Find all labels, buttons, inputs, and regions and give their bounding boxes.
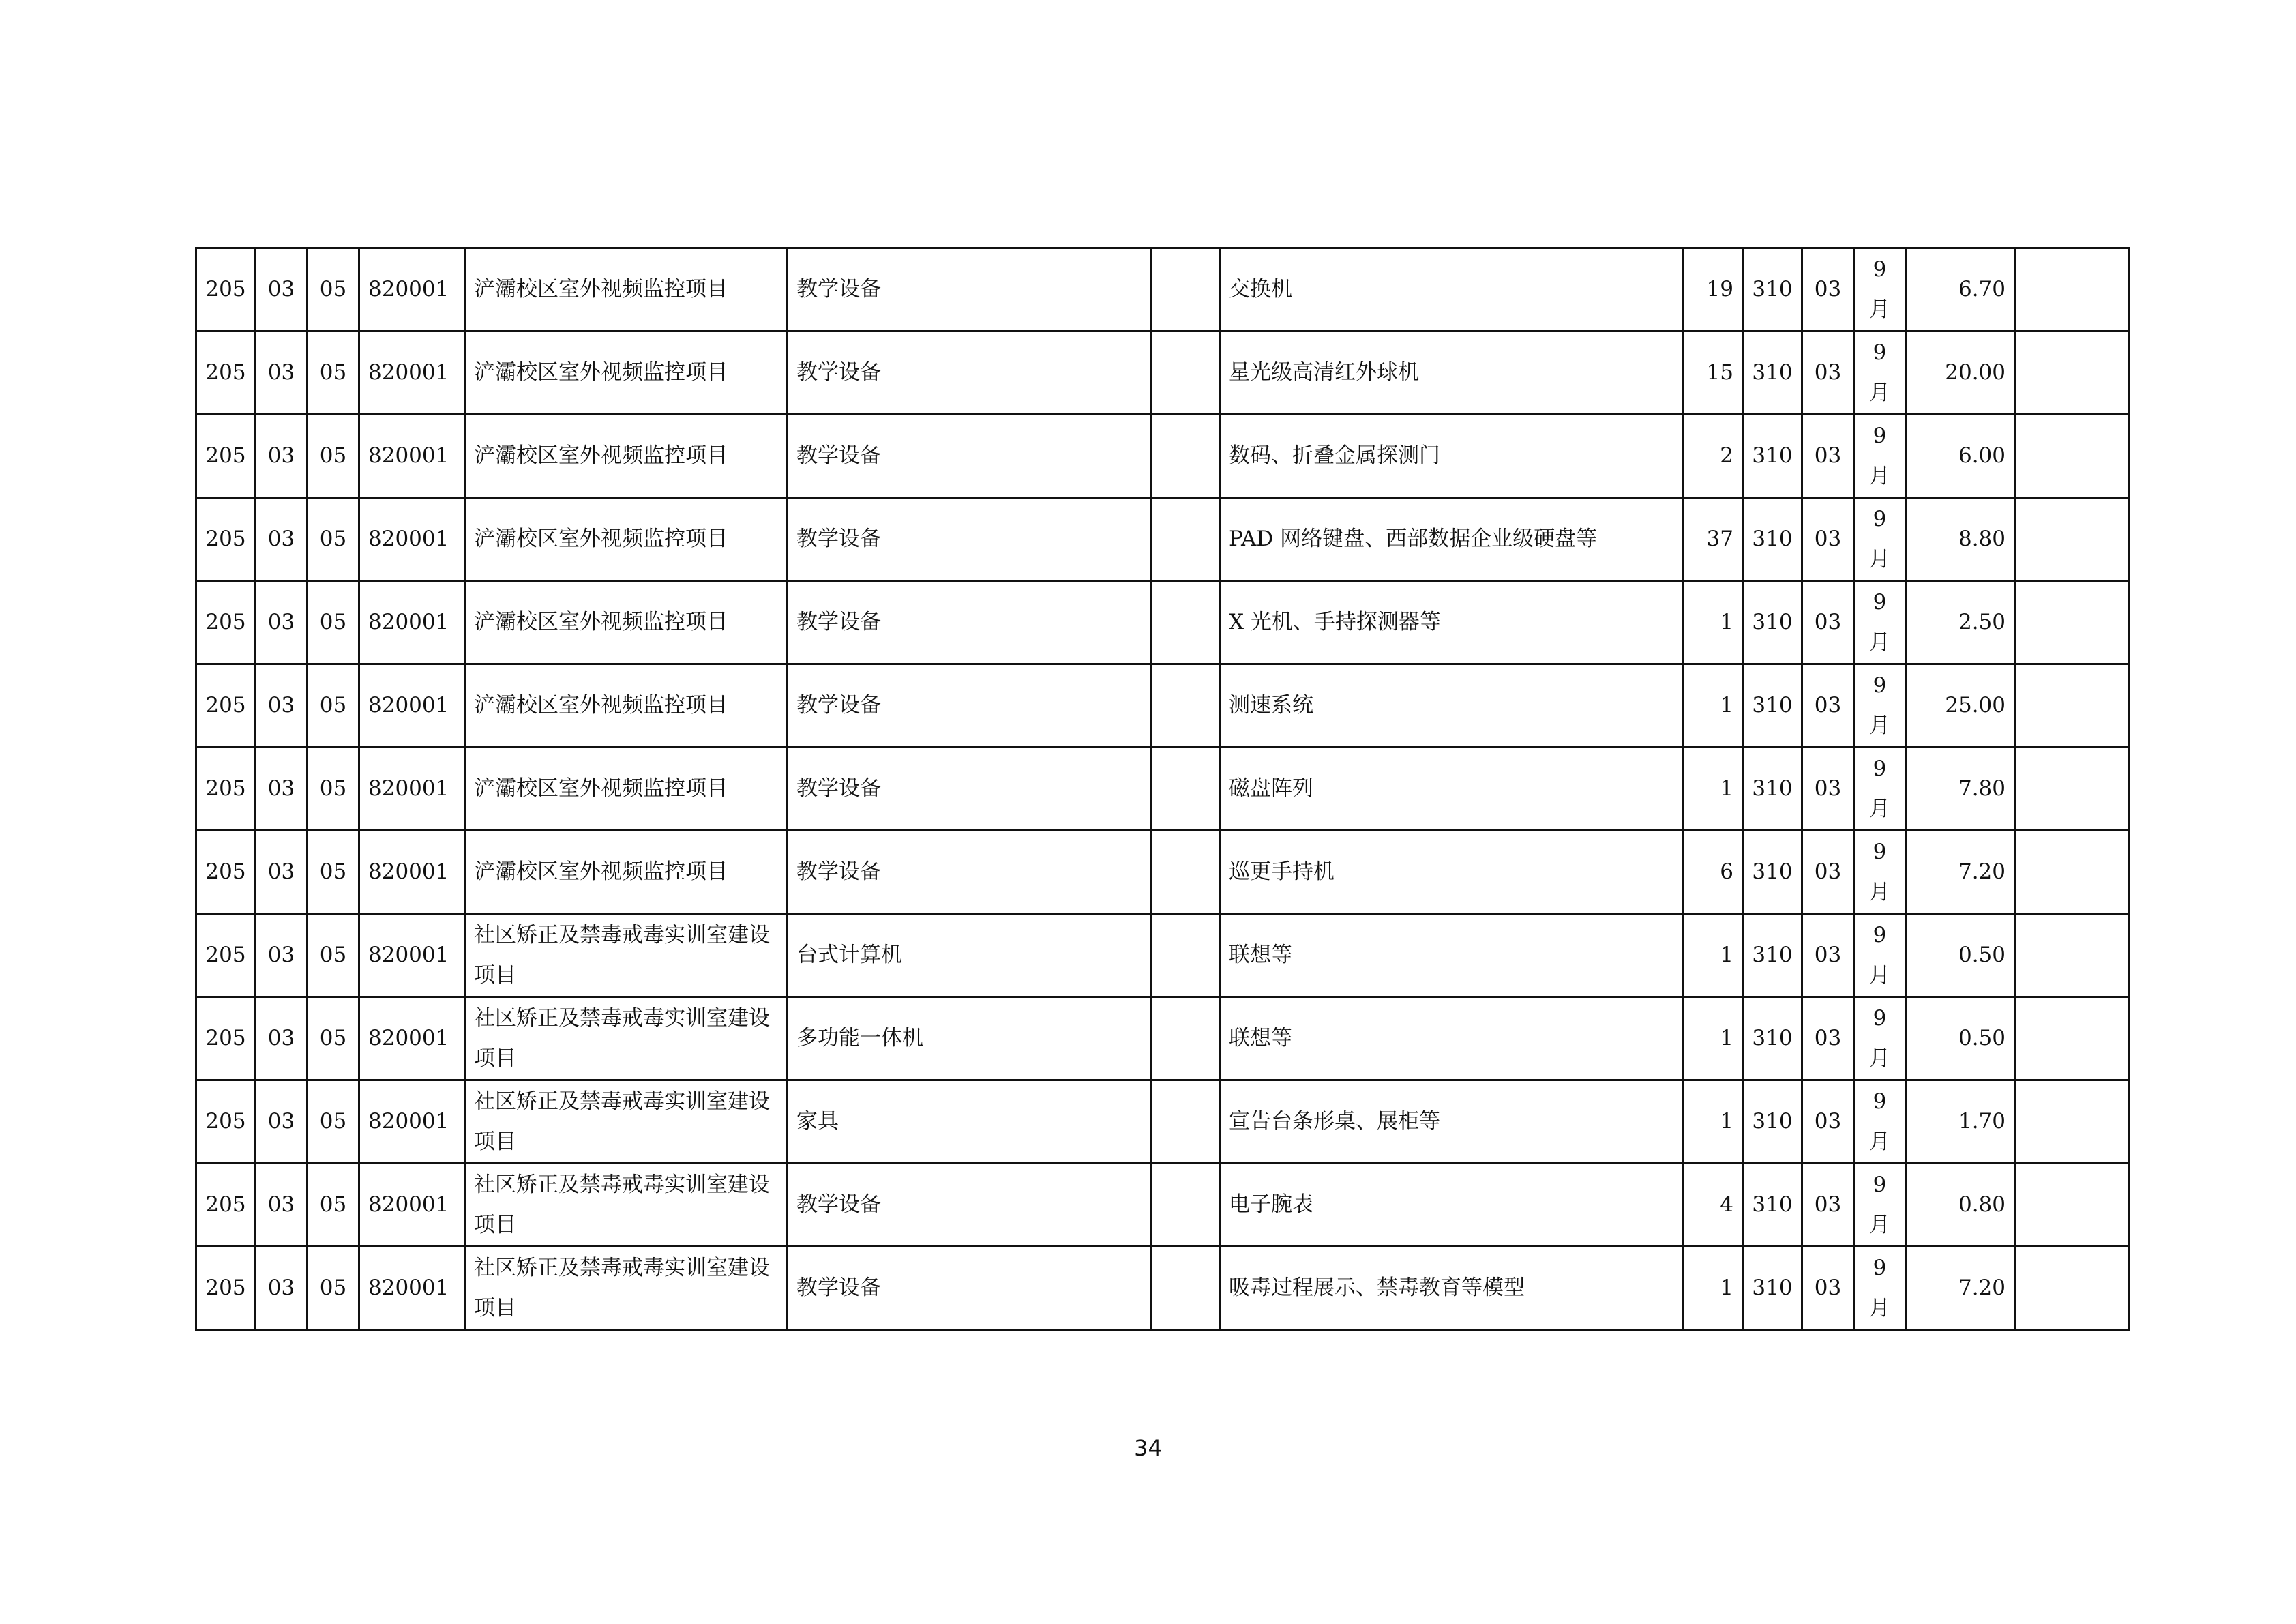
item-code-cell: 03 <box>256 581 308 664</box>
empty-cell <box>1152 997 1220 1080</box>
unit-code-cell: 820001 <box>359 914 465 997</box>
econ-subcode-cell: 03 <box>1802 664 1854 748</box>
empty-cell <box>1152 248 1220 331</box>
item-name-cell: PAD 网络键盘、西部数据企业级硬盘等 <box>1220 498 1684 581</box>
quantity-cell: 15 <box>1684 331 1743 415</box>
amount-cell: 1.70 <box>1906 1080 2015 1164</box>
econ-code-cell: 310 <box>1743 997 1802 1080</box>
econ-subcode-cell: 03 <box>1802 1164 1854 1247</box>
month-cell: 9月 <box>1854 498 1906 581</box>
project-name-cell: 浐灞校区室外视频监控项目 <box>465 415 788 498</box>
item-name-cell: 测速系统 <box>1220 664 1684 748</box>
econ-code-cell: 310 <box>1743 331 1802 415</box>
item-code-cell: 03 <box>256 331 308 415</box>
table-row <box>196 914 2129 997</box>
project-name-cell: 浐灞校区室外视频监控项目 <box>465 498 788 581</box>
unit-code-cell: 820001 <box>359 748 465 831</box>
class-code-cell: 205 <box>196 748 256 831</box>
month-cell: 9月 <box>1854 1080 1906 1164</box>
unit-code-cell: 820001 <box>359 1247 465 1330</box>
unit-code-cell: 820001 <box>359 831 465 914</box>
class-code-cell: 205 <box>196 1247 256 1330</box>
category-cell: 教学设备 <box>788 498 1152 581</box>
category-cell: 教学设备 <box>788 664 1152 748</box>
category-cell: 台式计算机 <box>788 914 1152 997</box>
item-name-cell: 磁盘阵列 <box>1220 748 1684 831</box>
quantity-cell: 6 <box>1684 831 1743 914</box>
item-name-cell: 数码、折叠金属探测门 <box>1220 415 1684 498</box>
amount-cell: 7.80 <box>1906 748 2015 831</box>
category-cell: 教学设备 <box>788 581 1152 664</box>
sub-code-cell: 05 <box>308 248 359 331</box>
item-name-cell: 吸毒过程展示、禁毒教育等模型 <box>1220 1247 1684 1330</box>
table-body <box>196 248 2129 1330</box>
month-cell: 9月 <box>1854 248 1906 331</box>
sub-code-cell: 05 <box>308 997 359 1080</box>
project-name-cell: 社区矫正及禁毒戒毒实训室建设项目 <box>465 1164 788 1247</box>
category-cell: 多功能一体机 <box>788 997 1152 1080</box>
item-code-cell: 03 <box>256 415 308 498</box>
empty-cell <box>1152 331 1220 415</box>
item-name-cell: 星光级高清红外球机 <box>1220 331 1684 415</box>
sub-code-cell: 05 <box>308 1164 359 1247</box>
econ-subcode-cell: 03 <box>1802 331 1854 415</box>
amount-cell: 0.80 <box>1906 1164 2015 1247</box>
quantity-cell: 1 <box>1684 1080 1743 1164</box>
page-number: 34 <box>1134 1435 1162 1461</box>
item-code-cell: 03 <box>256 1164 308 1247</box>
category-cell: 教学设备 <box>788 248 1152 331</box>
month-cell: 9月 <box>1854 581 1906 664</box>
item-code-cell: 03 <box>256 914 308 997</box>
econ-code-cell: 310 <box>1743 748 1802 831</box>
class-code-cell: 205 <box>196 664 256 748</box>
item-code-cell: 03 <box>256 1247 308 1330</box>
project-name-cell: 浐灞校区室外视频监控项目 <box>465 331 788 415</box>
empty-cell <box>1152 914 1220 997</box>
table-row <box>196 664 2129 748</box>
amount-cell: 8.80 <box>1906 498 2015 581</box>
project-name-cell: 浐灞校区室外视频监控项目 <box>465 664 788 748</box>
item-code-cell: 03 <box>256 748 308 831</box>
month-cell: 9月 <box>1854 997 1906 1080</box>
unit-code-cell: 820001 <box>359 664 465 748</box>
table-row <box>196 331 2129 415</box>
sub-code-cell: 05 <box>308 331 359 415</box>
item-name-cell: 联想等 <box>1220 914 1684 997</box>
empty-cell <box>1152 1080 1220 1164</box>
sub-code-cell: 05 <box>308 831 359 914</box>
quantity-cell: 1 <box>1684 581 1743 664</box>
quantity-cell: 1 <box>1684 664 1743 748</box>
class-code-cell: 205 <box>196 248 256 331</box>
empty-cell <box>1152 664 1220 748</box>
empty-cell <box>1152 1164 1220 1247</box>
remark-cell <box>2015 498 2129 581</box>
sub-code-cell: 05 <box>308 748 359 831</box>
class-code-cell: 205 <box>196 1080 256 1164</box>
quantity-cell: 1 <box>1684 914 1743 997</box>
month-cell: 9月 <box>1854 664 1906 748</box>
amount-cell: 2.50 <box>1906 581 2015 664</box>
remark-cell <box>2015 1080 2129 1164</box>
item-code-cell: 03 <box>256 997 308 1080</box>
econ-code-cell: 310 <box>1743 498 1802 581</box>
table-row <box>196 997 2129 1080</box>
unit-code-cell: 820001 <box>359 498 465 581</box>
amount-cell: 7.20 <box>1906 831 2015 914</box>
table-row <box>196 581 2129 664</box>
project-name-cell: 社区矫正及禁毒戒毒实训室建设项目 <box>465 997 788 1080</box>
table-row <box>196 748 2129 831</box>
unit-code-cell: 820001 <box>359 415 465 498</box>
econ-code-cell: 310 <box>1743 831 1802 914</box>
econ-subcode-cell: 03 <box>1802 1247 1854 1330</box>
empty-cell <box>1152 498 1220 581</box>
remark-cell <box>2015 331 2129 415</box>
class-code-cell: 205 <box>196 914 256 997</box>
quantity-cell: 1 <box>1684 997 1743 1080</box>
month-cell: 9月 <box>1854 748 1906 831</box>
class-code-cell: 205 <box>196 1164 256 1247</box>
econ-subcode-cell: 03 <box>1802 248 1854 331</box>
unit-code-cell: 820001 <box>359 581 465 664</box>
category-cell: 教学设备 <box>788 1164 1152 1247</box>
item-code-cell: 03 <box>256 1080 308 1164</box>
quantity-cell: 1 <box>1684 1247 1743 1330</box>
empty-cell <box>1152 1247 1220 1330</box>
econ-code-cell: 310 <box>1743 248 1802 331</box>
item-name-cell: 交换机 <box>1220 248 1684 331</box>
class-code-cell: 205 <box>196 498 256 581</box>
sub-code-cell: 05 <box>308 914 359 997</box>
unit-code-cell: 820001 <box>359 997 465 1080</box>
item-name-cell: 联想等 <box>1220 997 1684 1080</box>
category-cell: 教学设备 <box>788 415 1152 498</box>
project-name-cell: 社区矫正及禁毒戒毒实训室建设项目 <box>465 1080 788 1164</box>
item-name-cell: 宣告台条形桌、展柜等 <box>1220 1080 1684 1164</box>
project-name-cell: 社区矫正及禁毒戒毒实训室建设项目 <box>465 1247 788 1330</box>
month-cell: 9月 <box>1854 914 1906 997</box>
amount-cell: 25.00 <box>1906 664 2015 748</box>
econ-subcode-cell: 03 <box>1802 748 1854 831</box>
sub-code-cell: 05 <box>308 664 359 748</box>
quantity-cell: 37 <box>1684 498 1743 581</box>
remark-cell <box>2015 664 2129 748</box>
item-code-cell: 03 <box>256 498 308 581</box>
table-row <box>196 1247 2129 1330</box>
month-cell: 9月 <box>1854 415 1906 498</box>
remark-cell <box>2015 1164 2129 1247</box>
category-cell: 家具 <box>788 1080 1152 1164</box>
category-cell: 教学设备 <box>788 748 1152 831</box>
remark-cell <box>2015 415 2129 498</box>
project-name-cell: 浐灞校区室外视频监控项目 <box>465 581 788 664</box>
month-cell: 9月 <box>1854 1247 1906 1330</box>
sub-code-cell: 05 <box>308 581 359 664</box>
amount-cell: 20.00 <box>1906 331 2015 415</box>
empty-cell <box>1152 581 1220 664</box>
econ-code-cell: 310 <box>1743 914 1802 997</box>
empty-cell <box>1152 831 1220 914</box>
econ-subcode-cell: 03 <box>1802 831 1854 914</box>
class-code-cell: 205 <box>196 581 256 664</box>
empty-cell <box>1152 748 1220 831</box>
item-name-cell: 电子腕表 <box>1220 1164 1684 1247</box>
amount-cell: 6.70 <box>1906 248 2015 331</box>
category-cell: 教学设备 <box>788 1247 1152 1330</box>
econ-subcode-cell: 03 <box>1802 415 1854 498</box>
econ-subcode-cell: 03 <box>1802 498 1854 581</box>
table-row <box>196 1080 2129 1164</box>
class-code-cell: 205 <box>196 331 256 415</box>
unit-code-cell: 820001 <box>359 1080 465 1164</box>
project-name-cell: 浐灞校区室外视频监控项目 <box>465 248 788 331</box>
amount-cell: 0.50 <box>1906 914 2015 997</box>
remark-cell <box>2015 248 2129 331</box>
table-row <box>196 248 2129 331</box>
remark-cell <box>2015 997 2129 1080</box>
project-name-cell: 浐灞校区室外视频监控项目 <box>465 748 788 831</box>
item-name-cell: X 光机、手持探测器等 <box>1220 581 1684 664</box>
amount-cell: 0.50 <box>1906 997 2015 1080</box>
unit-code-cell: 820001 <box>359 331 465 415</box>
class-code-cell: 205 <box>196 415 256 498</box>
project-name-cell: 社区矫正及禁毒戒毒实训室建设项目 <box>465 914 788 997</box>
unit-code-cell: 820001 <box>359 1164 465 1247</box>
econ-subcode-cell: 03 <box>1802 914 1854 997</box>
econ-code-cell: 310 <box>1743 1080 1802 1164</box>
quantity-cell: 2 <box>1684 415 1743 498</box>
item-name-cell: 巡更手持机 <box>1220 831 1684 914</box>
project-name-cell: 浐灞校区室外视频监控项目 <box>465 831 788 914</box>
econ-code-cell: 310 <box>1743 415 1802 498</box>
econ-subcode-cell: 03 <box>1802 997 1854 1080</box>
sub-code-cell: 05 <box>308 1080 359 1164</box>
item-code-cell: 03 <box>256 248 308 331</box>
sub-code-cell: 05 <box>308 1247 359 1330</box>
table-row <box>196 498 2129 581</box>
table-row <box>196 831 2129 914</box>
amount-cell: 7.20 <box>1906 1247 2015 1330</box>
table-row <box>196 1164 2129 1247</box>
econ-subcode-cell: 03 <box>1802 1080 1854 1164</box>
econ-code-cell: 310 <box>1743 1164 1802 1247</box>
econ-code-cell: 310 <box>1743 581 1802 664</box>
table-row <box>196 415 2129 498</box>
category-cell: 教学设备 <box>788 331 1152 415</box>
sub-code-cell: 05 <box>308 498 359 581</box>
procurement-table <box>195 247 2130 1331</box>
quantity-cell: 1 <box>1684 748 1743 831</box>
empty-cell <box>1152 415 1220 498</box>
remark-cell <box>2015 914 2129 997</box>
unit-code-cell: 820001 <box>359 248 465 331</box>
month-cell: 9月 <box>1854 331 1906 415</box>
item-code-cell: 03 <box>256 664 308 748</box>
category-cell: 教学设备 <box>788 831 1152 914</box>
quantity-cell: 19 <box>1684 248 1743 331</box>
quantity-cell: 4 <box>1684 1164 1743 1247</box>
month-cell: 9月 <box>1854 831 1906 914</box>
remark-cell <box>2015 748 2129 831</box>
class-code-cell: 205 <box>196 831 256 914</box>
remark-cell <box>2015 1247 2129 1330</box>
amount-cell: 6.00 <box>1906 415 2015 498</box>
econ-subcode-cell: 03 <box>1802 581 1854 664</box>
econ-code-cell: 310 <box>1743 1247 1802 1330</box>
item-code-cell: 03 <box>256 831 308 914</box>
month-cell: 9月 <box>1854 1164 1906 1247</box>
remark-cell <box>2015 581 2129 664</box>
class-code-cell: 205 <box>196 997 256 1080</box>
econ-code-cell: 310 <box>1743 664 1802 748</box>
sub-code-cell: 05 <box>308 415 359 498</box>
remark-cell <box>2015 831 2129 914</box>
